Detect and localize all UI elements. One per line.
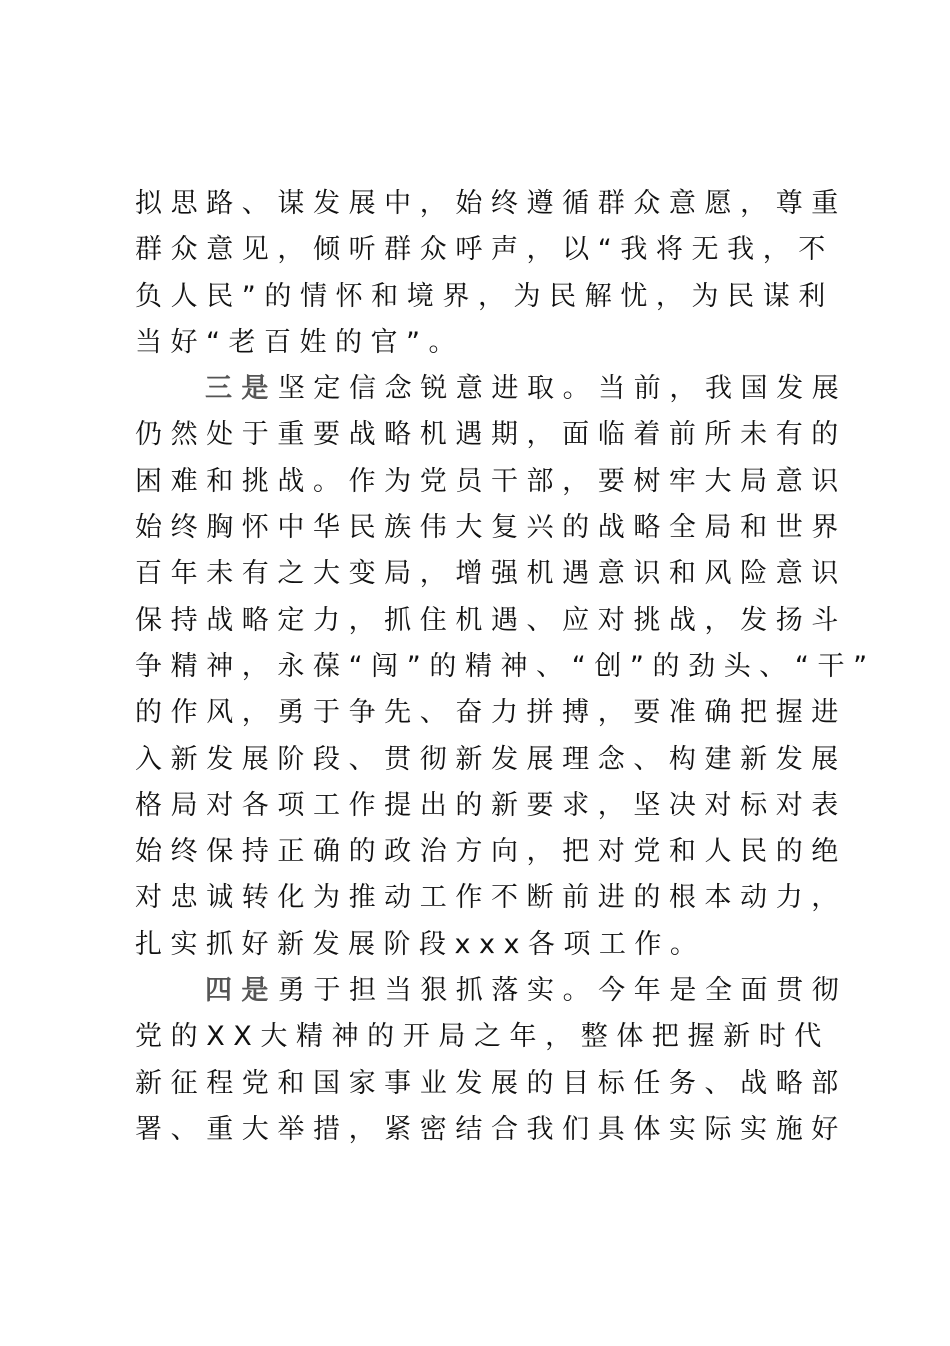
text-line: 困 难 和 挑 战 。 作 为 党 员 干 部 ， 要 树 牢 大 局 意 识 xyxy=(135,465,839,497)
paragraph-4-lead: 四 是 xyxy=(205,975,269,1007)
text-line: 新 征 程 党 和 国 家 事 业 发 展 的 目 标 任 务 、 战 略 部 xyxy=(135,1067,839,1099)
text-line: 百 年 未 有 之 大 变 局 ， 增 强 机 遇 意 识 和 风 险 意 识 xyxy=(135,558,839,590)
text-line: 党 的 X X 大 精 神 的 开 局 之 年 ， 整 体 把 握 新 时 代 xyxy=(135,1021,822,1053)
text-line: 拟 思 路 、 谋 发 展 中 ， 始 终 遵 循 群 众 意 愿 ， 尊 重 xyxy=(135,188,839,219)
paragraph-3-first-line xyxy=(135,366,839,412)
text-line: 格 局 对 各 项 工 作 提 出 的 新 要 求 ， 坚 决 对 标 对 表 xyxy=(135,789,839,821)
paragraph-3-lead: 三 是 xyxy=(205,373,269,405)
paragraph-4-first-line xyxy=(135,968,839,1014)
text-line: 负 人 民 ” 的 情 怀 和 境 界 ， 为 民 解 忧 ， 为 民 谋 利 xyxy=(135,280,826,312)
text-line: 始 终 胸 怀 中 华 民 族 伟 大 复 兴 的 战 略 全 局 和 世 界 xyxy=(135,512,839,544)
text-line: 群 众 意 见 ， 倾 听 群 众 呼 声 ， 以 “ 我 将 无 我 ， 不 xyxy=(135,234,826,266)
text-line: 对 忠 诚 转 化 为 推 动 工 作 不 断 前 进 的 根 本 动 力 ， xyxy=(135,882,839,914)
paragraph-3-first-line-text: 坚 定 信 念 锐 意 进 取 。 当 前 ， 我 国 发 展 xyxy=(277,373,839,405)
text-line: 仍 然 处 于 重 要 战 略 机 遇 期 ， 面 临 着 前 所 未 有 的 xyxy=(135,419,839,451)
text-line: 扎实抓好新发展阶段xxx各项工作。 xyxy=(135,928,706,960)
text-line: 署 、 重 大 举 措 ， 紧 密 结 合 我 们 具 体 实 际 实 施 好 xyxy=(135,1113,839,1145)
paragraph-4-first-line-text: 勇 于 担 当 狠 抓 落 实 。 今 年 是 全 面 贯 彻 xyxy=(277,975,839,1007)
text-line: 入 新 发 展 阶 段 、 贯 彻 新 发 展 理 念 、 构 建 新 发 展 xyxy=(135,743,839,775)
body-text xyxy=(135,181,868,1153)
text-line: 保 持 战 略 定 力 ， 抓 住 机 遇 、 应 对 挑 战 ， 发 扬 斗 xyxy=(135,604,839,636)
text-line: 的 作 风 ， 勇 于 争 先 、 奋 力 拼 搏 ， 要 准 确 把 握 进 xyxy=(135,697,839,729)
text-line: 始 终 保 持 正 确 的 政 治 方 向 ， 把 对 党 和 人 民 的 绝 xyxy=(135,836,839,868)
text-line: 当好“老百姓的官”。 xyxy=(135,326,464,358)
text-line: 争 精 神 ， 永 葆 “ 闯 ” 的 精 神 、 “ 创 ” 的 劲 头 、 “ 干 ” xyxy=(135,650,868,682)
